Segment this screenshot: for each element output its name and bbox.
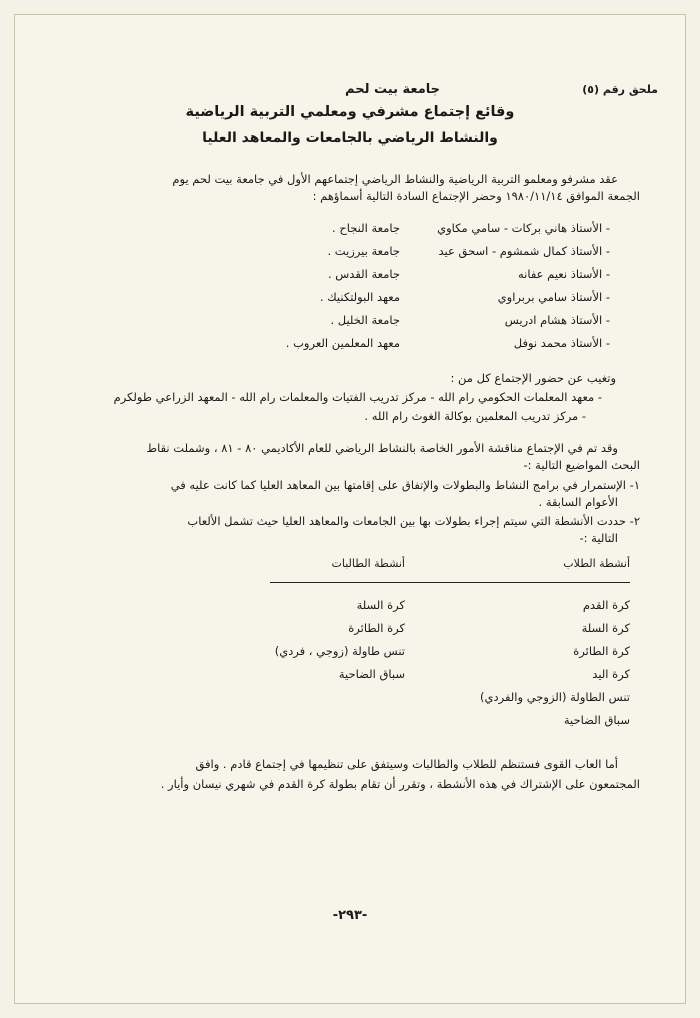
attendee-institution: معهد البولتكنيك . [319, 290, 400, 305]
item-line: ٢- حددت الأنشطة التي سيتم إجراء بطولات بها بين الجامعات والمعاهد العليا حيث تشمل الألعاب [187, 514, 640, 529]
activity-item: كرة اليد [592, 666, 630, 681]
table-divider [270, 582, 630, 583]
attendee-name: - الأستاذ سامي بربراوي [497, 290, 610, 305]
attendee-row [60, 332, 610, 355]
intro-line: الجمعة الموافق ١٩٨٠/١١/١٤ وحضر الإجتماع السادة التالية أسماؤهم : [312, 189, 640, 203]
activity-item: سباق الضاحية [563, 712, 630, 727]
attendee-name: - الأستاذ هشام ادريس [504, 313, 610, 328]
attendee-row [60, 240, 610, 263]
discussion-line: وقد تم في الإجتماع مناقشة الأمور الخاصة بالنشاط الرياضي للعام الأكاديمي ٨٠ - ٨١ ، وشملت نقاط [146, 441, 618, 456]
attendee-institution: جامعة بيرزيت . [327, 244, 400, 259]
document-title: وقائع إجتماع مشرفي ومعلمي التربية الرياضية [185, 104, 515, 120]
attendee-row [60, 286, 610, 309]
activity-item: كرة الطائرة [573, 643, 630, 658]
closing-line: المجتمعون على الإشتراك في هذه الأنشطة ، وتقرر أن تقام بطولة كرة القدم في شهري نيسان وأيار . [160, 777, 640, 792]
item-line: ١- الإستمرار في برامج النشاط والبطولات والإتفاق على إقامتها بين المعاهد العليا كما كانت عليه في [170, 477, 640, 492]
activity-item: كرة القدم [582, 597, 630, 612]
annex-label: ملحق رقم (٥) [582, 83, 658, 96]
activity-item: كرة السلة [356, 597, 405, 612]
header [60, 80, 658, 102]
page-number: -٢٩٣- [332, 908, 368, 923]
absent-section [60, 369, 640, 426]
intro-paragraph [60, 171, 640, 206]
attendee-row [60, 217, 610, 240]
activity-item: تنس طاولة (زوجي ، فردي) [274, 643, 405, 658]
document-subtitle: والنشاط الرياضي بالجامعات والمعاهد العليا [202, 129, 498, 146]
intro-line: عقد مشرفو ومعلمو التربية الرياضية والنشاط الرياضي إجتماعهم الأول في جامعة بيت لحم يوم [172, 171, 618, 186]
activities-table [60, 556, 640, 746]
attendee-row [60, 309, 610, 332]
female-activities-column [205, 556, 405, 686]
attendee-institution: جامعة القدس . [327, 267, 400, 282]
male-activities-header: أنشطة الطلاب [563, 556, 630, 570]
attendees-list [60, 217, 640, 355]
university-name: جامعة بيت لحم [345, 82, 440, 97]
item-line: الأعوام السابقة . [538, 494, 618, 509]
discussion-line: البحث المواضيع التالية :- [523, 458, 640, 473]
absent-line: - مركز تدريب المعلمين بوكالة الغوث رام الله . [364, 409, 586, 424]
activity-item: سباق الضاحية [338, 666, 405, 681]
item-line: التالية :- [579, 531, 618, 546]
attendee-institution: جامعة النجاح . [332, 221, 400, 236]
attendee-name: - الأستاذ هاني بركات - سامي مكاوي [437, 221, 610, 236]
activity-item: كرة الطائرة [348, 620, 405, 635]
closing-line: أما العاب القوى فستنظم للطلاب والطالبات وسيتفق على تنظيمها في إجتماع قادم . وافق [195, 756, 618, 771]
attendee-name: - الأستاذ نعيم عفانه [517, 267, 610, 282]
attendee-row [60, 263, 610, 286]
discussion-paragraph [60, 440, 640, 475]
activity-item: تنس الطاولة (الزوجي والفردي) [480, 689, 630, 704]
attendee-institution: جامعة الخليل . [330, 313, 400, 328]
document-page [60, 80, 658, 795]
discussion-item-2 [60, 513, 640, 548]
absent-intro: وتغيب عن حضور الإجتماع كل من : [450, 371, 616, 386]
attendee-name: - الأستاذ كمال شمشوم - اسحق عيد [438, 244, 610, 259]
female-activities-header: أنشطة الطالبات [331, 556, 405, 570]
attendee-name: - الأستاذ محمد نوفل [513, 336, 610, 351]
discussion-item-1 [60, 477, 640, 512]
closing-paragraph [60, 754, 640, 795]
activity-item: كرة السلة [581, 620, 630, 635]
attendee-institution: معهد المعلمين العروب . [285, 336, 400, 351]
absent-line: - معهد المعلمات الحكومي رام الله - مركز تدريب الفتيات والمعلمات رام الله - المعهد الزراعي طولكرم [113, 390, 602, 405]
